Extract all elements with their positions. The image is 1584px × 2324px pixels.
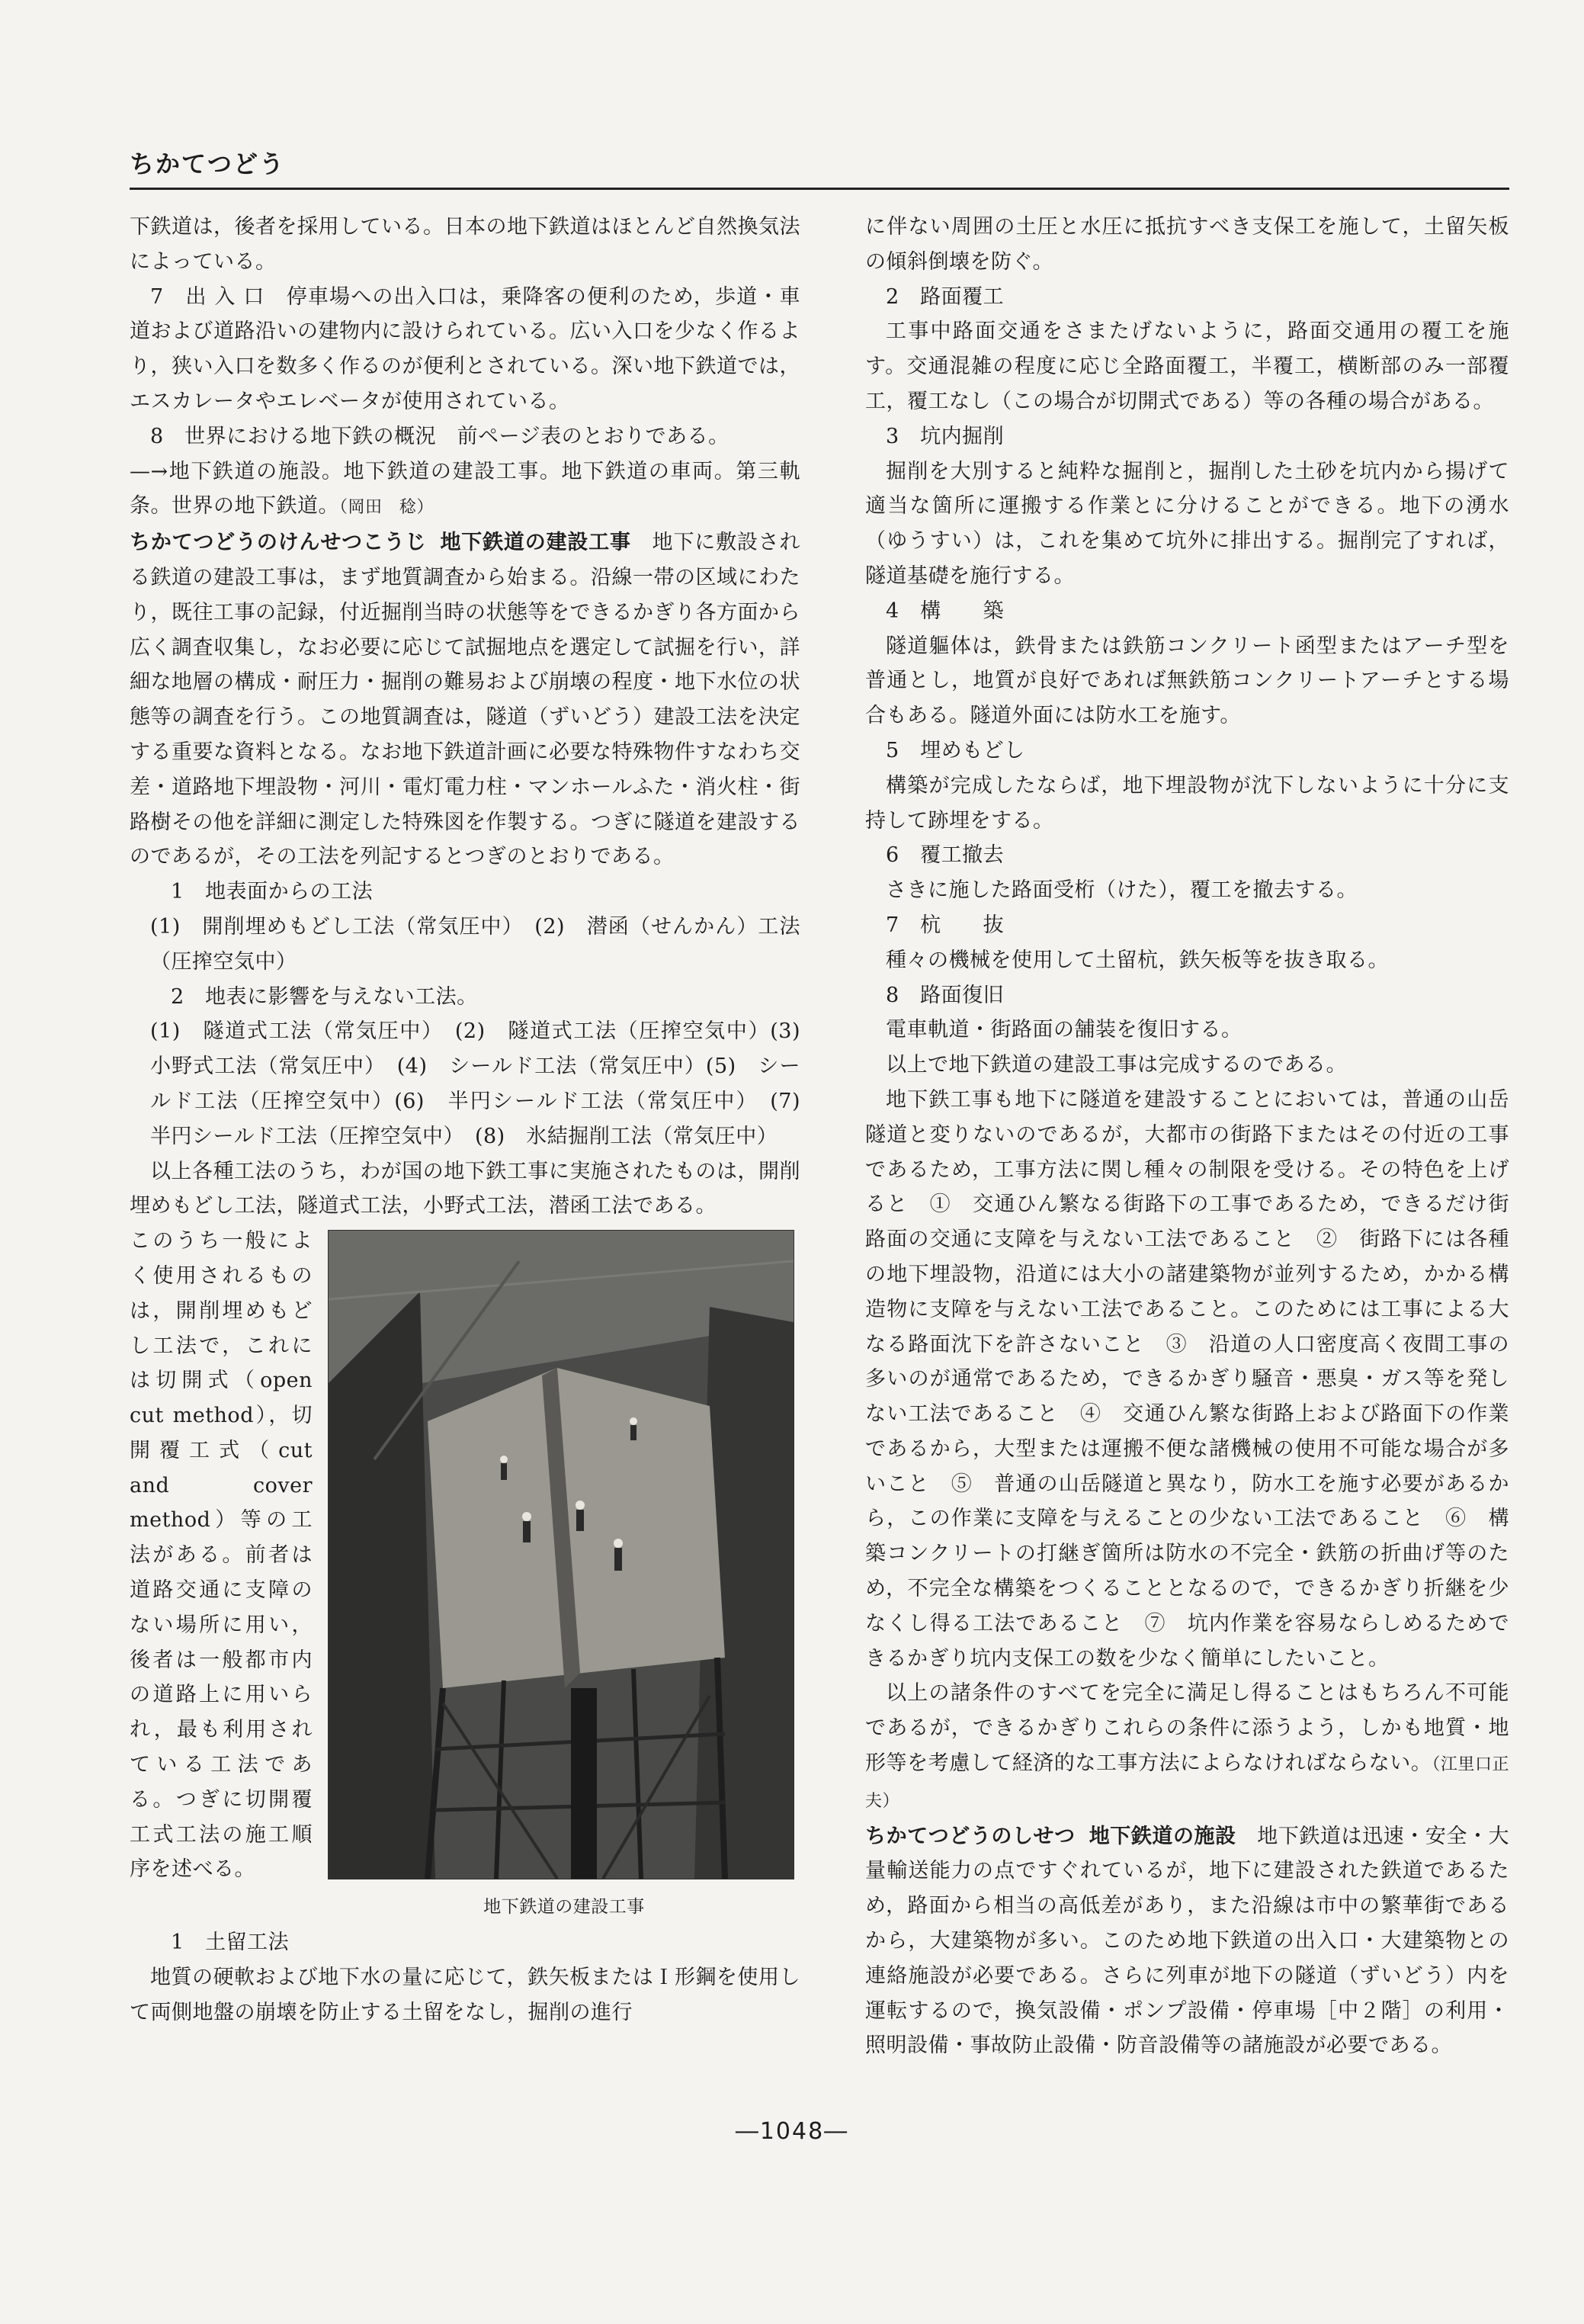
entry-facilities xyxy=(865,1819,1509,2064)
step3-title: 3 坑内掘削 xyxy=(886,424,1005,448)
entry-construction xyxy=(130,525,800,875)
paragraph-wrap: このうち一般によく使用されるものは，開削埋めもどし工法で，これには切開式（open cut method），切開覆工式（cut and cover method）等の工法がある。前者は道路交通に支障のない場所に用い，後者は一般都市内の道路上に用いられ，最も利用されている工法である。つぎに切開覆工式工法の施工順序を述べる。 xyxy=(130,1229,313,1882)
paragraph-methods: 以上各種工法のうち，わが国の地下鉄工事に実施されたものは，開削埋めもどし工法，隧道式工法，小野式工法，潜函工法である。 xyxy=(130,1159,800,1218)
author-okada: （岡田 稔） xyxy=(339,498,434,518)
entry2-heading-kana: ちかてつどうのしせつ xyxy=(865,1824,1076,1848)
construction-photo xyxy=(328,1230,794,1879)
paragraph-facilities: 地下鉄道は迅速・安全・大量輸送能力の点ですぐれているが，地下に建設された鉄道であるため，路面から相当の高低差があり，また沿線は市中の繁華街であるから，大建築物が多い。このため地下鉄道の出入口・大建築物との連絡施設が必要である。さらに列車が地下の隧道（ずいどう）内を運転するので，換気設備・ポンプ設備・停車場［中２階］の利用・照明設備・事故防止設備・防音設備等の諸施設が必要である。 xyxy=(865,1824,1510,2058)
entry-heading-kanji: 地下鉄道の建設工事 xyxy=(440,531,631,555)
see-also-line xyxy=(130,454,800,526)
running-title: ちかてつどう xyxy=(130,149,286,178)
step8-title: 8 路面復旧 xyxy=(886,983,1005,1007)
completion-text: 以上で地下鉄道の建設工事は完成するのである。 xyxy=(886,1053,1347,1077)
page-number: ―1048― xyxy=(735,2118,849,2145)
step7-text: 種々の機械を使用して土留杭，鉄矢板等を抜き取る。 xyxy=(886,948,1389,972)
paragraph-construction: 地下に敷設される鉄道の建設工事は，まず地質調査から始まる。沿線一帯の区域にわたり，既往工事の記録，付近掘削当時の状態等をできるかぎり各方面から広く調査収集し，なお必要に応じて試掘地点を選定して試掘を行い，詳細な地層の構成・耐圧力・掘削の難易および崩壊の程度・地下水位の状態等の調査を行う。この地質調査は，隧道（ずいどう）建設工法を決定する重要な資料となる。なお地下鉄道計画に必要な特殊物件すなわち交差・道路地下埋設物・河川・電灯電力柱・マンホールふた・消火柱・街路樹その他を詳細に測定した特殊図を作製する。つぎに隧道を建設するのであるが，その工法を列記するとつぎのとおりである。 xyxy=(130,531,801,869)
paragraph-intro: 下鉄道は，後者を採用している。日本の地下鉄道はほとんど自然換気法によっている。 xyxy=(130,215,800,274)
step1-text: 地質の硬軟および地下水の量に応じて，鉄矢板またはＩ形鋼を使用して両側地盤の崩壊を防止する土留をなし，掘削の進行 xyxy=(130,1965,800,2024)
entry2-heading-kanji: 地下鉄道の施設 xyxy=(1089,1824,1236,1848)
paragraph-final-text: 以上の諸条件のすべてを完全に満足し得ることはもちろん不可能であるが，できるかぎりこれらの条件に添うよう，しかも地質・地形等を考慮して経済的な工事方法によらなければならない。 xyxy=(865,1681,1509,1776)
method2-title: 2 地表に影響を与えない工法。 xyxy=(171,984,478,1009)
method1-title: 1 地表面からの工法 xyxy=(171,880,374,904)
step6-title: 6 覆工撤去 xyxy=(886,843,1005,868)
step1-title: 1 土留工法 xyxy=(171,1930,290,1954)
paragraph-world-overview: 8 世界における地下鉄の概況 前ページ表のとおりである。 xyxy=(150,424,729,448)
step3-text: 掘削を大別すると純粋な掘削と，掘削した土砂を坑内から揚げて適当な箇所に運搬する作業とに分けることができる。地下の湧水（ゆうすい）は，これを集めて坑外に排出する。掘削完了すれば，隧道基礎を施行する。 xyxy=(865,459,1509,588)
step6-text: さきに施した路面受桁（けた），覆工を撤去する。 xyxy=(886,878,1358,903)
paragraph-final xyxy=(865,1676,1509,1818)
step2-text: 工事中路面交通をさまたげないように，路面交通用の覆工を施す。交通混雑の程度に応じ全路面覆工，半覆工，横断部のみ一部覆工，覆工なし（この場合が切開式である）等の各種の場合がある。 xyxy=(865,319,1509,413)
step5-text: 構築が完成したならば，地下埋設物が沈下しないように十分に支持して跡埋をする。 xyxy=(865,773,1509,833)
page-header xyxy=(130,145,1509,190)
step5-title: 5 埋めもどし xyxy=(886,738,1025,762)
right-column xyxy=(865,210,1509,2063)
see-also-text: —→地下鉄道の施設。地下鉄道の建設工事。地下鉄道の車両。第三軌条。世界の地下鉄道。 xyxy=(130,459,800,518)
method1-items: (1) 開削埋めもどし工法（常気圧中） (2) 潜函（せんかん）工法（圧搾空気中） xyxy=(150,914,800,974)
left-column xyxy=(130,210,822,2030)
step8-text: 電車軌道・街路面の舗装を復旧する。 xyxy=(886,1018,1243,1042)
step7-title: 7 杭 抜 xyxy=(886,913,1005,937)
paragraph-conditions: 地下鉄工事も地下に隧道を建設することにおいては，普通の山岳隧道と変りないのであるが，大都市の街路下またはその付近の工事であるため，工事方法に関し種々の制限を受ける。その特色を上げると ① 交通ひん繁なる街路下の工事であるため，できるだけ街路面の交通に支障を与えない工法であること ② 街路下には各種の地下埋設物，沿道には大小の諸建築物が並列するため，かかる構造物に支障を与えない工法であること。このためには工事による大なる路面沈下を許さないこと ③ 沿道の人口密度高く夜間工事の多いのが通常であるため，できるかぎり騒音・悪臭・ガス等を発しない工法であること ④ 交通ひん繁な街路上および路面下の作業であるから，大型または運搬不便な諸機械の使用不可能な場合が多いこと ⑤ 普通の山岳隧道と異なり，防水工を施す必要があるから，この作業に支障を与えることの少ない工法であること ⑥ 構築コンクリートの打継ぎ箇所は防水の不完全・鉄筋の折曲げ等のため，不完全な構築をつくることとなるので，できるかぎり折継を少なくし得る工法であること ⑦ 坑内作業を容易ならしめるためできるかぎり坑内支保工の数を少なく簡単にしたいこと。 xyxy=(865,1087,1509,1671)
entry-heading-kana: ちかてつどうのけんせつこうじ xyxy=(130,531,427,555)
method2-items: (1) 隧道式工法（常気圧中） (2) 隧道式工法（圧搾空気中）(3) 小野式工法（常気圧中） (4) シールド工法（常気圧中）(5) シールド工法（圧搾空気中）(6) 半円シールド工法（常気圧中） (7) 半円シールド工法（圧搾空気中） (8) 氷結掘削工法（常気圧中） xyxy=(150,1019,822,1148)
step4-title: 4 構 築 xyxy=(886,599,1005,623)
figure xyxy=(328,1230,800,1925)
paragraph-entrances: 7 出 入 口 停車場への出入口は，乗降客の便利のため，歩道・車道および道路沿いの建物内に設けられている。広い入口を少なく作るより，狭い入口を数多く作るのが便利とされている。深い地下鉄道では，エスカレータやエレベータが使用されている。 xyxy=(130,284,800,413)
author-eriguchi: （江里口正夫） xyxy=(865,1755,1509,1811)
figure-caption: 地下鉄道の建設工事 xyxy=(483,1897,645,1918)
construction-photo-illustration xyxy=(329,1231,794,1879)
text-figure-row xyxy=(130,1224,800,1925)
step4-text: 隧道軀体は，鉄骨または鉄筋コンクリート函型またはアーチ型を普通とし，地質が良好であれば無鉄筋コンクリートアーチとする場合もある。隧道外面には防水工を施す。 xyxy=(865,634,1509,728)
step1-continued: に伴ない周囲の土圧と水圧に抵抗すべき支保工を施して，土留矢板の傾斜倒壊を防ぐ。 xyxy=(865,215,1509,274)
step2-title: 2 路面覆工 xyxy=(886,284,1005,309)
